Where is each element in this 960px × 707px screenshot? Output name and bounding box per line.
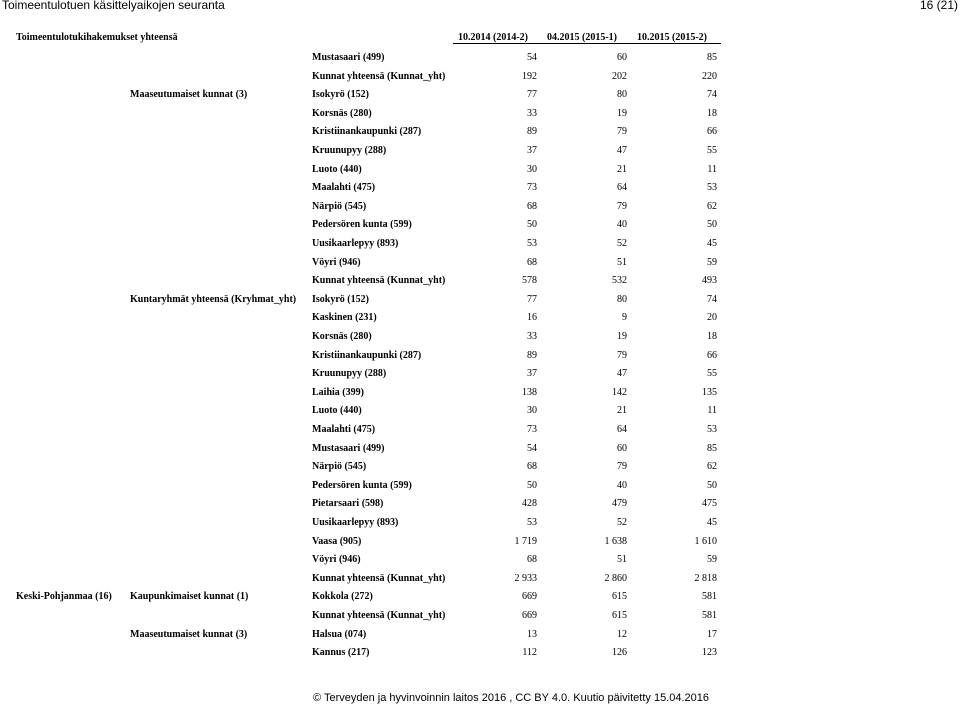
municipality-cell: Mustasaari (499) — [312, 442, 385, 454]
value-cell-period-1: 73 — [527, 424, 537, 435]
value-cell-period-1: 33 — [527, 107, 537, 119]
table-row — [0, 424, 960, 442]
value-cell-period-3: 581 — [702, 591, 717, 603]
municipality-cell: Pedersören kunta (599) — [312, 479, 412, 491]
value-cell-period-1: 1 719 — [514, 535, 537, 547]
value-cell-period-2: 79 — [617, 461, 627, 473]
value-cell-period-3: 123 — [702, 647, 717, 659]
table-row — [0, 573, 960, 591]
group-cell: Maaseutumaiset kunnat (3) — [130, 89, 248, 101]
municipality-cell: Uusikaarlepyy (893) — [312, 238, 399, 249]
value-cell-period-3: 55 — [707, 368, 717, 380]
period-header-2: 04.2015 (2015-1) — [547, 32, 617, 43]
value-cell-period-3: 85 — [707, 52, 717, 63]
value-cell-period-1: 16 — [527, 312, 537, 324]
value-cell-period-1: 50 — [527, 479, 537, 491]
value-cell-period-3: 85 — [707, 442, 717, 454]
table-row — [0, 647, 960, 665]
value-cell-period-2: 51 — [617, 256, 627, 268]
value-cell-period-1: 68 — [527, 256, 537, 268]
table-row — [0, 219, 960, 237]
value-cell-period-3: 53 — [707, 424, 717, 435]
municipality-cell: Närpiö (545) — [312, 200, 367, 212]
region-cell: Keski-Pohjanmaa (16) — [16, 591, 112, 603]
municipality-cell: Närpiö (545) — [312, 461, 367, 473]
value-cell-period-2: 142 — [612, 386, 627, 398]
value-cell-period-2: 52 — [617, 238, 627, 249]
value-cell-period-1: 669 — [522, 591, 537, 603]
value-cell-period-1: 77 — [527, 293, 537, 305]
table-row — [0, 517, 960, 535]
municipality-cell: Kruunupyy (288) — [312, 368, 387, 380]
value-cell-period-3: 74 — [707, 89, 717, 101]
value-cell-period-1: 89 — [527, 349, 537, 361]
table-row — [0, 387, 960, 405]
table-row — [0, 368, 960, 386]
municipality-cell: Kunnat yhteensä (Kunnat_yht) — [312, 610, 446, 621]
value-cell-period-3: 59 — [707, 256, 717, 268]
municipality-cell: Korsnäs (280) — [312, 331, 372, 342]
value-cell-period-3: 135 — [702, 386, 717, 398]
municipality-cell: Halsua (074) — [312, 628, 367, 640]
municipality-cell: Pietarsaari (598) — [312, 498, 384, 510]
value-cell-period-3: 2 818 — [694, 572, 717, 584]
value-cell-period-1: 112 — [522, 647, 537, 659]
table-row — [0, 108, 960, 126]
value-cell-period-1: 33 — [527, 331, 537, 342]
table-row — [0, 126, 960, 144]
value-cell-period-2: 9 — [622, 312, 627, 324]
value-cell-period-2: 21 — [617, 405, 627, 417]
municipality-cell: Vöyri (946) — [312, 554, 361, 566]
dimension-label: Toimeentulotukihakemukset yhteensä — [16, 32, 178, 43]
municipality-cell: Vaasa (905) — [312, 535, 362, 547]
table-row — [0, 480, 960, 498]
value-cell-period-1: 2 933 — [514, 572, 537, 584]
value-cell-period-1: 37 — [527, 145, 537, 156]
municipality-cell: Kaskinen (231) — [312, 312, 377, 324]
table-row — [0, 294, 960, 312]
value-cell-period-3: 62 — [707, 200, 717, 212]
value-cell-period-2: 79 — [617, 200, 627, 212]
value-cell-period-1: 578 — [522, 275, 537, 287]
group-cell: Kuntaryhmät yhteensä (Kryhmat_yht) — [130, 293, 297, 305]
value-cell-period-2: 80 — [617, 89, 627, 101]
value-cell-period-3: 66 — [707, 349, 717, 361]
table-row — [0, 498, 960, 516]
table-row — [0, 461, 960, 479]
municipality-cell: Uusikaarlepyy (893) — [312, 517, 399, 528]
value-cell-period-2: 64 — [617, 182, 627, 194]
value-cell-period-3: 45 — [707, 238, 717, 249]
municipality-cell: Laihia (399) — [312, 386, 364, 398]
value-cell-period-3: 11 — [707, 405, 717, 417]
value-cell-period-3: 66 — [707, 126, 717, 138]
municipality-cell: Mustasaari (499) — [312, 52, 385, 63]
value-cell-period-2: 40 — [617, 479, 627, 491]
value-cell-period-3: 220 — [702, 70, 717, 82]
value-cell-period-1: 37 — [527, 368, 537, 380]
period-header-1: 10.2014 (2014-2) — [458, 32, 528, 43]
value-cell-period-2: 479 — [612, 498, 627, 510]
value-cell-period-1: 68 — [527, 554, 537, 566]
value-cell-period-1: 68 — [527, 200, 537, 212]
municipality-cell: Kristiinankaupunki (287) — [312, 126, 422, 138]
value-cell-period-1: 68 — [527, 461, 537, 473]
table-row — [0, 350, 960, 368]
table-row — [0, 145, 960, 163]
report-header — [0, 0, 960, 14]
table-row — [0, 443, 960, 461]
value-cell-period-1: 77 — [527, 89, 537, 101]
municipality-cell: Isokyrö (152) — [312, 89, 369, 101]
municipality-cell: Korsnäs (280) — [312, 107, 372, 119]
municipality-cell: Pedersören kunta (599) — [312, 219, 412, 231]
value-cell-period-3: 17 — [707, 628, 717, 640]
table-row — [0, 71, 960, 89]
value-cell-period-3: 581 — [702, 610, 717, 621]
value-cell-period-3: 62 — [707, 461, 717, 473]
table-row — [0, 257, 960, 275]
value-cell-period-2: 615 — [612, 591, 627, 603]
municipality-cell: Kunnat yhteensä (Kunnat_yht) — [312, 275, 446, 287]
value-cell-period-2: 202 — [612, 70, 627, 82]
value-cell-period-3: 18 — [707, 107, 717, 119]
municipality-cell: Luoto (440) — [312, 163, 362, 175]
value-cell-period-3: 493 — [702, 275, 717, 287]
value-cell-period-3: 475 — [702, 498, 717, 510]
value-cell-period-1: 73 — [527, 182, 537, 194]
value-cell-period-3: 53 — [707, 182, 717, 194]
municipality-cell: Maalahti (475) — [312, 424, 376, 435]
municipality-cell: Kristiinankaupunki (287) — [312, 349, 422, 361]
table-row — [0, 52, 960, 70]
footer-copyright: © Terveyden ja hyvinvoinnin laitos 2016 , CC BY 4.0. Kuutio päivitetty 15.04.2016 — [313, 692, 709, 704]
value-cell-period-2: 40 — [617, 219, 627, 231]
value-cell-period-2: 2 860 — [604, 572, 627, 584]
table-row — [0, 591, 960, 609]
value-cell-period-2: 12 — [617, 628, 627, 640]
value-cell-period-2: 79 — [617, 349, 627, 361]
value-cell-period-1: 89 — [527, 126, 537, 138]
table-row — [0, 89, 960, 107]
municipality-cell: Maalahti (475) — [312, 182, 376, 194]
value-cell-period-2: 47 — [617, 368, 627, 380]
table-row — [0, 201, 960, 219]
group-cell: Maaseutumaiset kunnat (3) — [130, 628, 248, 640]
value-cell-period-2: 60 — [617, 442, 627, 454]
table-row — [0, 164, 960, 182]
value-cell-period-3: 1 610 — [694, 535, 717, 547]
value-cell-period-2: 126 — [612, 647, 627, 659]
table-row — [0, 275, 960, 293]
value-cell-period-3: 55 — [707, 145, 717, 156]
value-cell-period-3: 20 — [707, 312, 717, 324]
municipality-cell: Luoto (440) — [312, 405, 362, 417]
value-cell-period-2: 47 — [617, 145, 627, 156]
period-header-3: 10.2015 (2015-2) — [637, 32, 707, 43]
page-number: 16 (21) — [919, 0, 958, 12]
municipality-cell: Isokyrö (152) — [312, 293, 369, 305]
value-cell-period-2: 615 — [612, 610, 627, 621]
group-cell: Kaupunkimaiset kunnat (1) — [130, 591, 249, 603]
table-row — [0, 405, 960, 423]
value-cell-period-1: 13 — [527, 628, 537, 640]
table-row — [0, 238, 960, 256]
value-cell-period-1: 138 — [522, 386, 537, 398]
value-cell-period-3: 18 — [707, 331, 717, 342]
value-cell-period-2: 19 — [617, 107, 627, 119]
value-cell-period-1: 30 — [527, 405, 537, 417]
value-cell-period-2: 532 — [612, 275, 627, 287]
municipality-cell: Kunnat yhteensä (Kunnat_yht) — [312, 572, 446, 584]
table-row — [0, 312, 960, 330]
table-row — [0, 331, 960, 349]
value-cell-period-2: 80 — [617, 293, 627, 305]
value-cell-period-2: 79 — [617, 126, 627, 138]
municipality-cell: Kannus (217) — [312, 647, 370, 659]
value-cell-period-1: 53 — [527, 238, 537, 249]
report-title: Toimeentulotuen käsittelyaikojen seuranta — [2, 0, 225, 12]
table-row — [0, 629, 960, 647]
value-cell-period-3: 11 — [707, 163, 717, 175]
value-cell-period-1: 50 — [527, 219, 537, 231]
value-cell-period-1: 428 — [522, 498, 537, 510]
value-cell-period-3: 50 — [707, 219, 717, 231]
value-cell-period-1: 192 — [522, 70, 537, 82]
table-row — [0, 182, 960, 200]
value-cell-period-3: 50 — [707, 479, 717, 491]
value-cell-period-2: 52 — [617, 517, 627, 528]
value-cell-period-2: 1 638 — [604, 535, 627, 547]
value-cell-period-1: 30 — [527, 163, 537, 175]
value-cell-period-1: 54 — [527, 52, 537, 63]
value-cell-period-2: 19 — [617, 331, 627, 342]
value-cell-period-2: 64 — [617, 424, 627, 435]
table-row — [0, 610, 960, 628]
value-cell-period-3: 45 — [707, 517, 717, 528]
municipality-cell: Kunnat yhteensä (Kunnat_yht) — [312, 70, 446, 82]
value-cell-period-3: 74 — [707, 293, 717, 305]
value-cell-period-3: 59 — [707, 554, 717, 566]
value-cell-period-2: 51 — [617, 554, 627, 566]
value-cell-period-1: 53 — [527, 517, 537, 528]
value-cell-period-2: 60 — [617, 52, 627, 63]
header-divider — [453, 43, 721, 44]
table-row — [0, 554, 960, 572]
value-cell-period-1: 669 — [522, 610, 537, 621]
municipality-cell: Kokkola (272) — [312, 591, 373, 603]
municipality-cell: Vöyri (946) — [312, 256, 361, 268]
table-row — [0, 536, 960, 554]
municipality-cell: Kruunupyy (288) — [312, 145, 387, 156]
value-cell-period-2: 21 — [617, 163, 627, 175]
value-cell-period-1: 54 — [527, 442, 537, 454]
